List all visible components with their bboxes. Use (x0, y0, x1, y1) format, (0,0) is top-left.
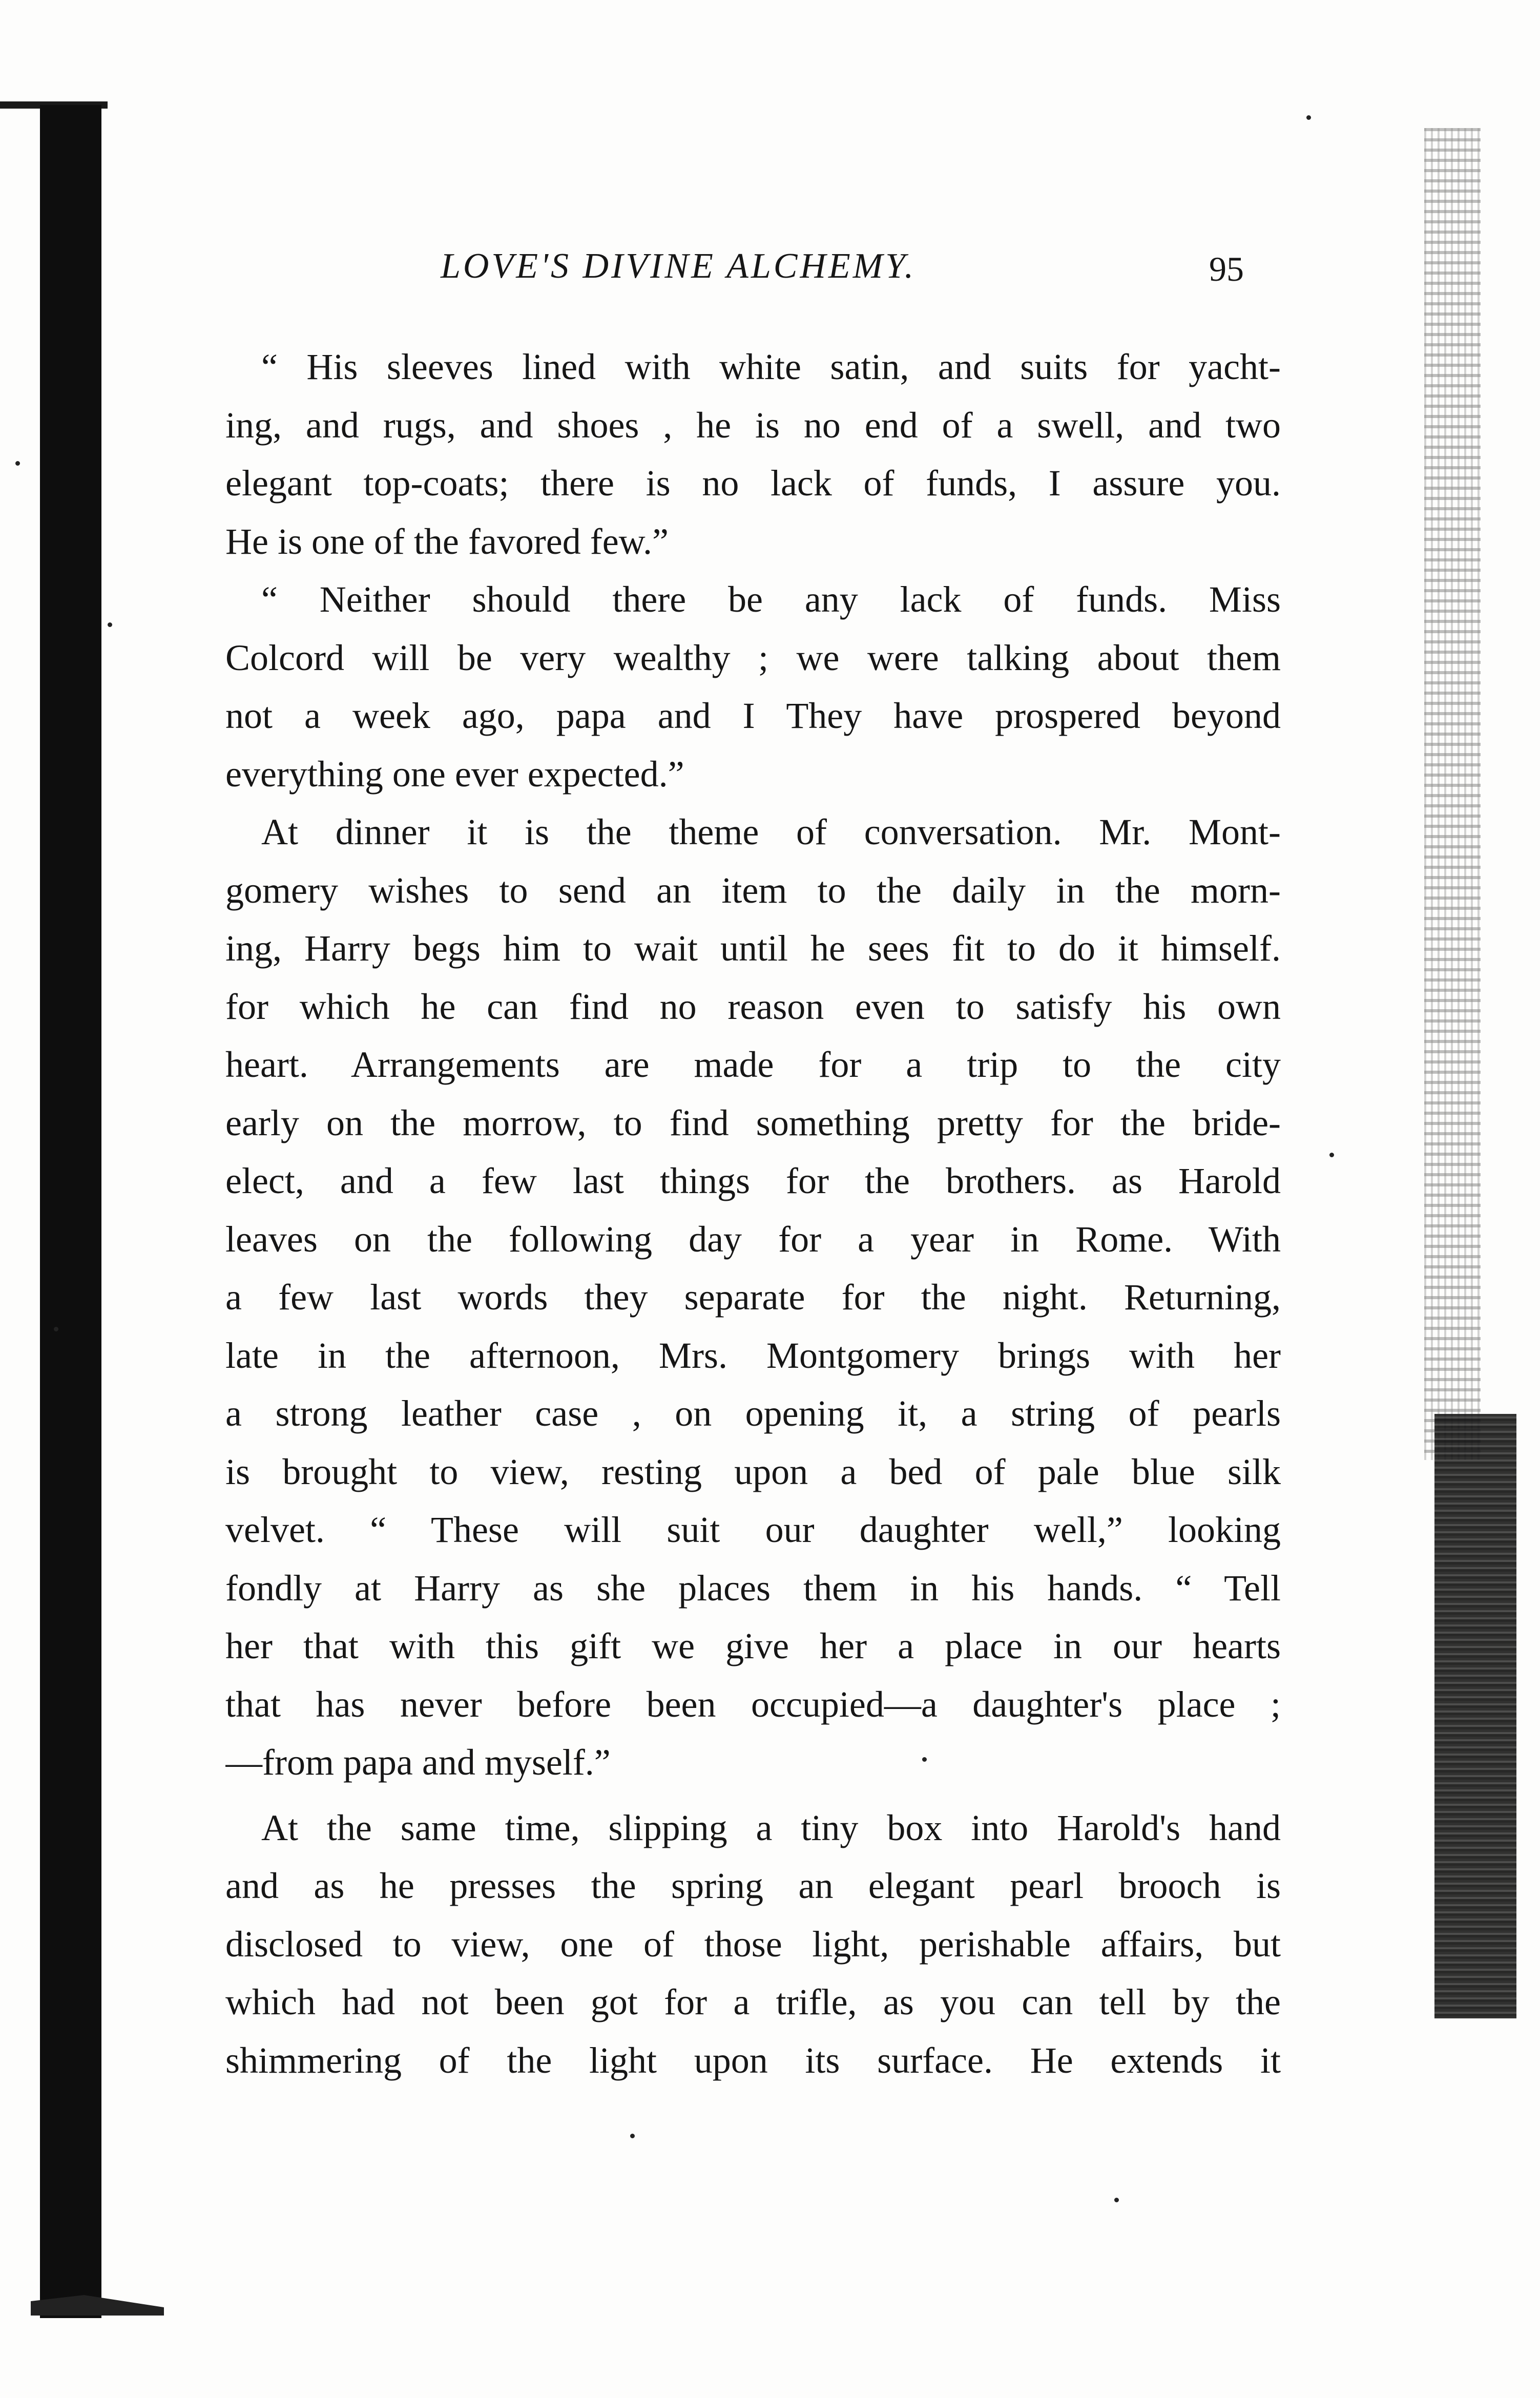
text-line: is brought to view, resting upon a bed of pale blue silk (225, 1451, 1281, 1492)
running-title: LOVE'S DIVINE ALCHEMY. (441, 246, 917, 286)
text-line: which had not been got for a trifle, as you can tell by the (225, 1982, 1281, 2022)
text-line: late in the afternoon, Mrs. Montgomery brings with her (225, 1334, 1281, 1376)
scan-speck (1306, 115, 1311, 120)
text-line: shimmering of the light upon its surface. He extends it (225, 2039, 1281, 2081)
text-line: disclosed to view, one of those light, perishable affairs, but (225, 1923, 1281, 1965)
text-line: leaves on the following day for a year in Rome. With (225, 1218, 1281, 1260)
text-line: not a week ago, papa and I They have prospered beyond (225, 695, 1281, 736)
text-line: for which he can find no reason even to satisfy his own (225, 986, 1281, 1027)
text-line: a few last words they separate for the night. Returning, (225, 1277, 1281, 1318)
scan-speck (54, 1327, 58, 1331)
text-line: Colcord will be very wealthy ; we were talking about them (225, 637, 1281, 678)
text-line: a strong leather case , on opening it, a string of pearls (225, 1393, 1281, 1434)
text-line: At dinner it is the theme of conversation. Mr. Mont- (261, 811, 1281, 852)
paragraph-gap (225, 1792, 1281, 1799)
text-line: He is one of the favored few.” (225, 520, 669, 562)
scan-speck (15, 461, 20, 466)
scan-speck (1329, 1153, 1334, 1157)
binding-edge (40, 105, 101, 2318)
text-line: elegant top-coats; there is no lack of funds, I assure you. (225, 463, 1281, 504)
text-line: —from papa and myself.” (225, 1742, 611, 1783)
running-header (410, 246, 1281, 302)
text-line: gomery wishes to send an item to the daily in the morn- (225, 869, 1281, 911)
scan-speck (630, 2134, 635, 2138)
body-text (225, 338, 1281, 2090)
text-line: “ Neither should there be any lack of funds. Miss (261, 579, 1281, 620)
text-line: velvet. “ These will suit our daughter well,” looking (225, 1509, 1281, 1550)
text-line: everything one ever expected.” (225, 753, 684, 795)
text-line: ing, Harry begs him to wait until he sees fit to do it himself. (225, 928, 1281, 969)
text-line: that has never before been occupied—a daughter's place ; (225, 1683, 1281, 1725)
text-line: heart. Arrangements are made for a trip to the city (225, 1044, 1281, 1085)
text-line: fondly at Harry as she places them in his hands. “ Tell (225, 1567, 1281, 1609)
scan-edge-noise (1424, 128, 1481, 1460)
text-line: and as he presses the spring an elegant pearl brooch is (225, 1865, 1281, 1906)
text-line: early on the morrow, to find something pretty for the bride- (225, 1102, 1281, 1143)
text-line: elect, and a few last things for the brothers. as Harold (225, 1160, 1281, 1201)
scan-speck (108, 622, 112, 627)
text-line: her that with this gift we give her a place in our hearts (225, 1625, 1281, 1666)
text-line: “ His sleeves lined with white satin, and suits for yacht- (261, 346, 1281, 387)
page-number: 95 (1209, 249, 1244, 288)
scan-edge-shadow (1434, 1414, 1516, 2018)
text-line: ing, and rugs, and shoes , he is no end of a swell, and two (225, 404, 1281, 446)
text-line: At the same time, slipping a tiny box into Harold's hand (261, 1807, 1281, 1848)
scan-speck (1114, 2198, 1119, 2202)
